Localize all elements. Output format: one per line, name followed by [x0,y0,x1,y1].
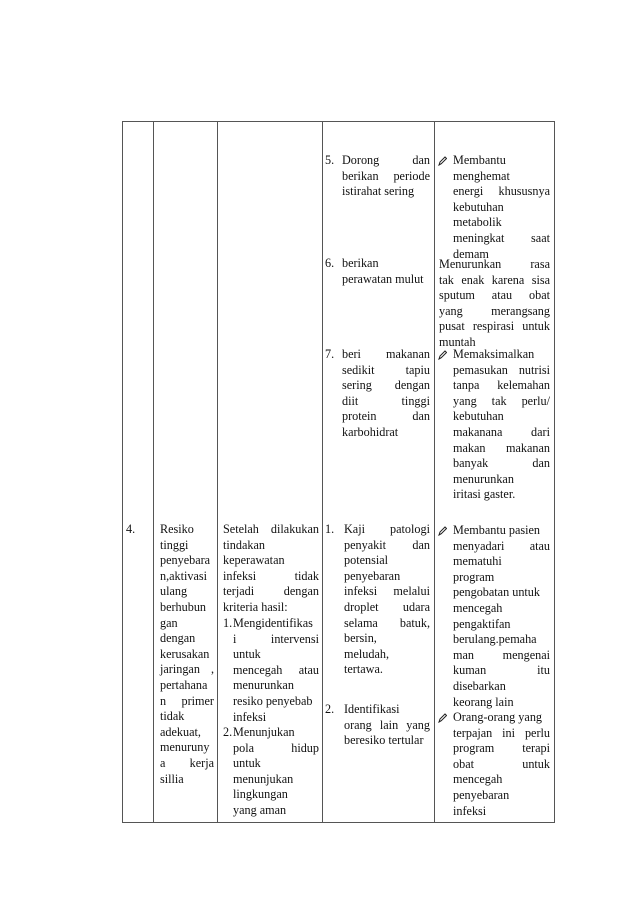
row-number: 4. [126,522,136,536]
goal-item-text: Mengidentifikas i intervensi untuk mencegah atau menurunkan resiko penyebab infeksi [233,616,319,724]
intervention-number: 6. [325,256,335,270]
intervention-text: beri makanan sedikit tapiu sering dengan diit tinggi protein dan karbohidrat [342,347,430,439]
intervention-number: 1. [325,522,335,536]
goal-number: 2. [223,725,233,739]
column-divider [153,121,154,823]
diagnosis-text: Resiko tinggi penyebara n,aktivasi ulang berhubun gan dengan kerusakan jaringan , pertahana n primer tidak adekuat, menuruny a kerja sillia [160,522,214,786]
rationale-text: Orang-orang yang terpajan ini perlu program terapi obat untuk mencegah penyebaran infeksi [453,710,550,818]
pencil-bullet-icon [438,526,447,536]
column-divider [434,121,435,823]
rationale-text: Memaksimalkan pemasukan nutrisi tanpa kelemahan yang tak perlu/ kebutuhan makanana dari makan makanan banyak dan menurunkan iritasi gaster. [453,347,550,502]
intervention-text: Identifikasi orang lain yang beresiko tertular [344,702,430,748]
pencil-bullet-icon [438,350,447,360]
column-divider [322,121,323,823]
column-divider [217,121,218,823]
rationale-text: Menurunkan rasa tak enak karena sisa sputum atau obat yang merangsang pusat respirasi untuk muntah [439,257,550,349]
goal-number: 1. [223,616,233,630]
intervention-number: 7. [325,347,335,361]
goal-item-text: Menunjukan pola hidup untuk menunjukan lingkungan yang aman [233,725,319,817]
pencil-bullet-icon [438,713,447,723]
intervention-number: 5. [325,153,335,167]
goal-intro: Setelah dilakukan tindakan keperawatan infeksi tidak terjadi dengan kriteria hasil: [223,522,319,614]
intervention-text: Kaji patologi penyakit dan potensial penyebaran infeksi melalui droplet udara selama batuk, bersin, meludah, tertawa. [344,522,430,677]
rationale-text: Membantu pasien menyadari atau mematuhi program pengobatan untuk mencegah pengaktifan berulang.pemaha man mengenai kuman itu disebarkan keorang lain [453,523,550,709]
intervention-text: berikan perawatan mulut [342,256,424,286]
rationale-text: Membantu menghemat energi khususnya kebutuhan metabolik meningkat saat demam [453,153,550,261]
intervention-text: Dorong dan berikan periode istirahat sering [342,153,430,199]
intervention-number: 2. [325,702,335,716]
pencil-bullet-icon [438,156,447,166]
